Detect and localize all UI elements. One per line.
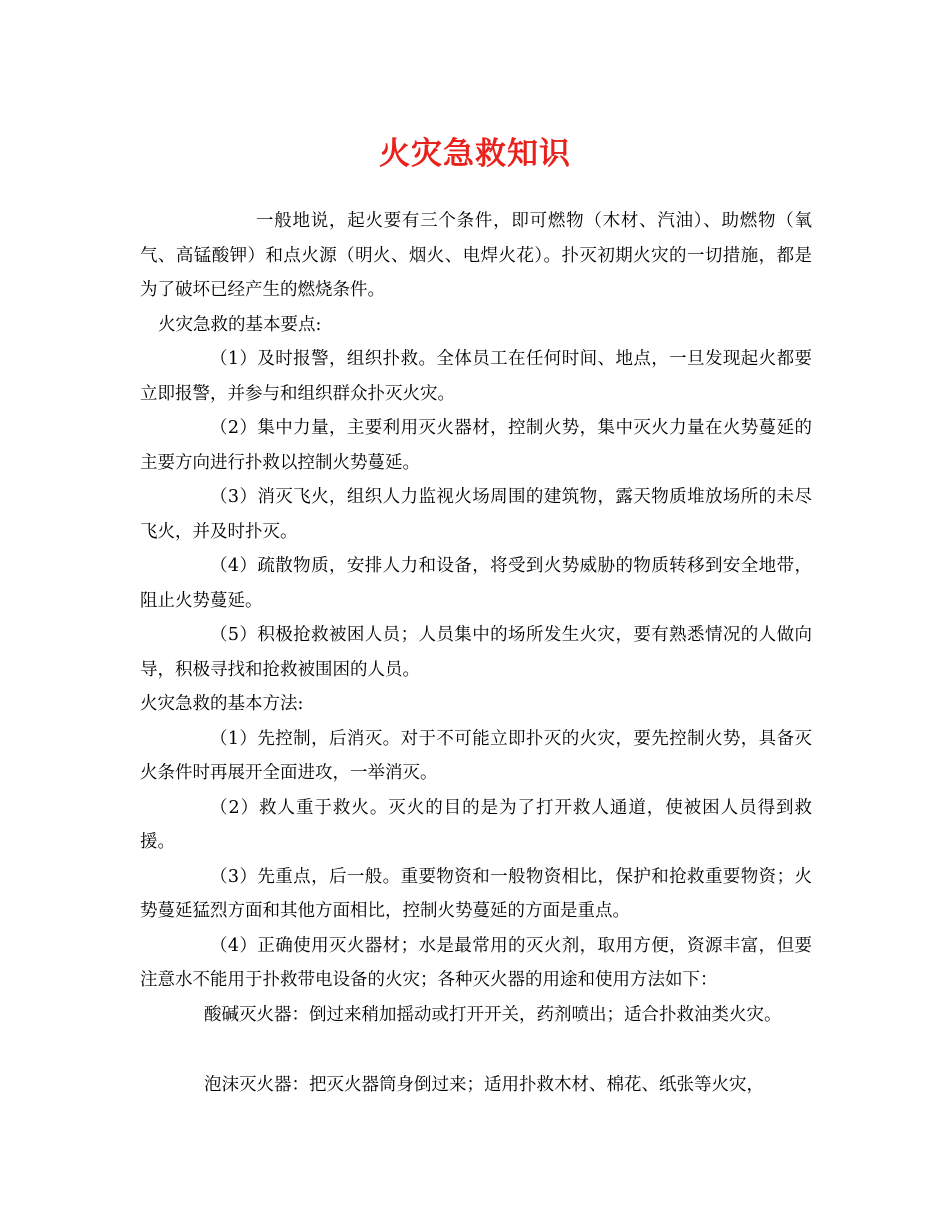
key-point-item: （5）积极抢救被困人员；人员集中的场所发生火灾，要有熟悉情况的人做向导，积极寻找和抢救被围困的人员。	[140, 625, 812, 680]
method-item: （1）先控制，后消灭。对于不可能立即扑灭的火灾，要先控制火势，具备灭火条件时再展开全面进攻，一举消灭。	[140, 728, 812, 783]
section-heading-basic-methods: 火灾急救的基本方法:	[140, 694, 304, 714]
method-item: （2）救人重于救火。灭火的目的是为了打开救人通道，使被困人员得到救援。	[140, 797, 812, 852]
key-point-item: （3）消灭飞火，组织人力监视火场周围的建筑物，露天物质堆放场所的未尽飞火，并及时扑灭。	[140, 487, 812, 542]
section-heading-key-points: 火灾急救的基本要点:	[158, 314, 322, 335]
key-point-item: （1）及时报警，组织扑救。全体员工在任何时间、地点，一旦发现起火都要立即报警，并参与和组织群众扑灭火灾。	[140, 349, 812, 404]
extinguisher-foam: 泡沫灭火器：把灭火器筒身倒过来；适用扑救木材、棉花、纸张等火灾，	[204, 1075, 764, 1095]
extinguisher-acid-alkali: 酸碱灭火器：倒过来稍加摇动或打开开关，药剂喷出；适合扑救油类火灾。	[204, 1004, 782, 1025]
document-body	[140, 204, 812, 1103]
intro-paragraph: 一般地说，起火要有三个条件，即可燃物（木材、汽油）、助燃物（氧气、高锰酸钾）和点火源（明火、烟火、电焊火花）。扑灭初期火灾的一切措施，都是为了破坏已经产生的燃烧条件。	[140, 211, 812, 300]
method-item: （4）正确使用灭火器材；水是最常用的灭火剂，取用方便，资源丰富，但要注意水不能用于扑救带电设备的火灾；各种灭火器的用途和使用方法如下：	[140, 935, 812, 990]
document-title: 火灾急救知识	[379, 136, 571, 172]
key-point-item: （4）疏散物质，安排人力和设备，将受到火势威胁的物质转移到安全地带，阻止火势蔓延。	[140, 556, 812, 611]
key-point-item: （2）集中力量，主要利用灭火器材，控制火势，集中灭火力量在火势蔓延的主要方向进行扑救以控制火势蔓延。	[140, 418, 812, 473]
method-item: （3）先重点，后一般。重要物资和一般物资相比，保护和抢救重要物资；火势蔓延猛烈方面和其他方面相比，控制火势蔓延的方面是重点。	[140, 866, 812, 921]
